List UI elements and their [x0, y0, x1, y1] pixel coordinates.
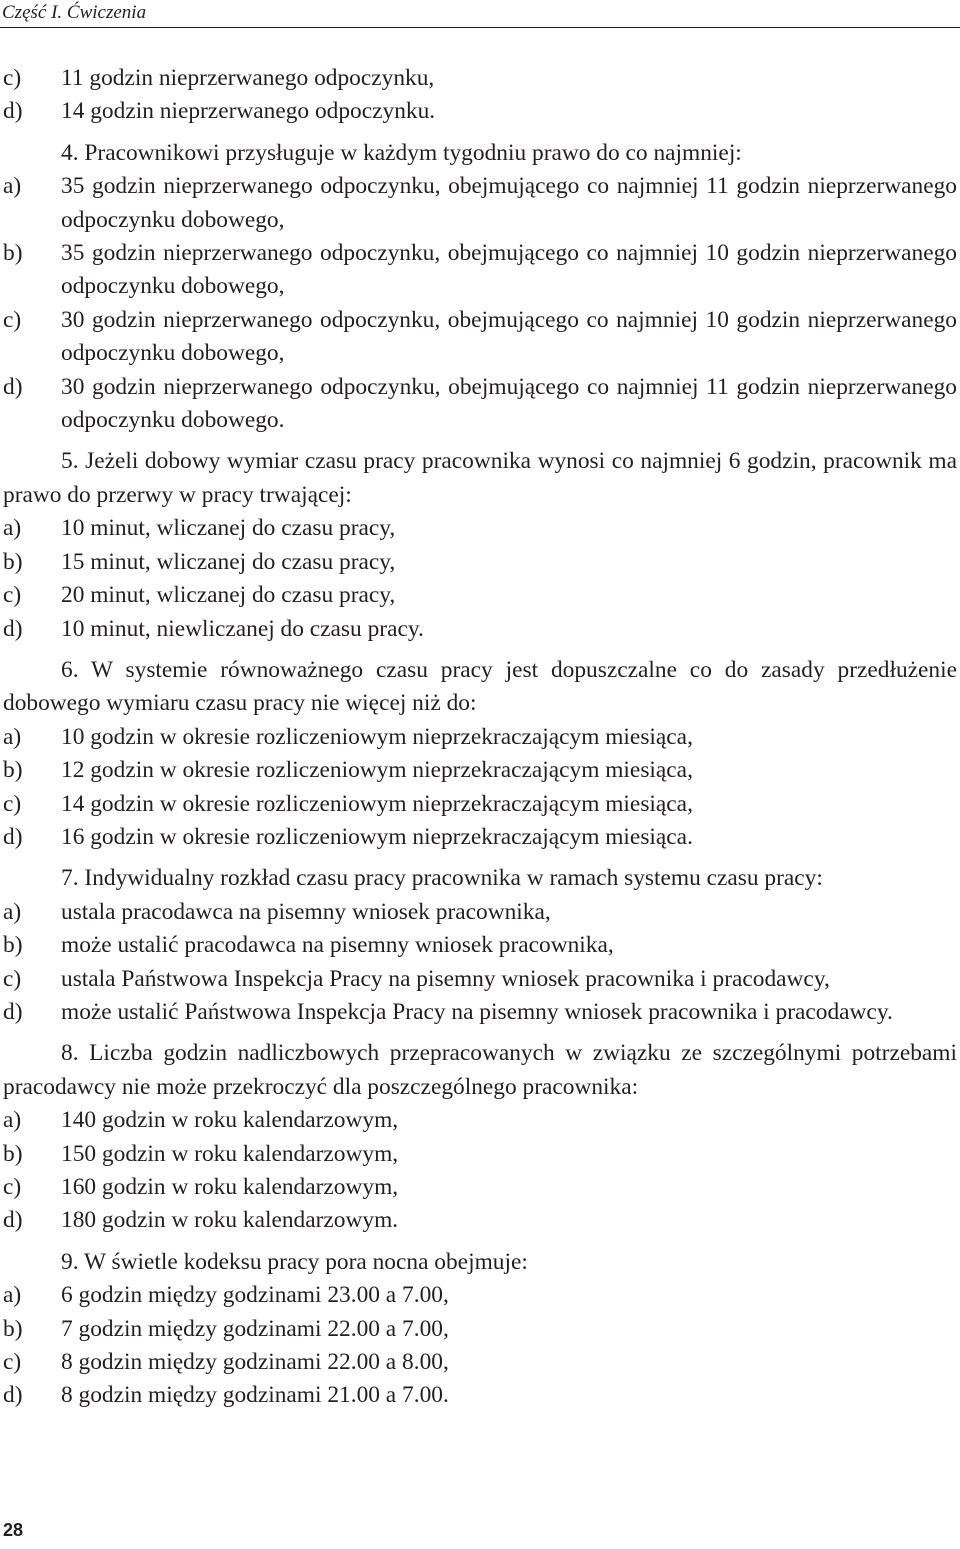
answer-option [3, 1204, 957, 1237]
question-block [3, 654, 957, 854]
option-text: 30 godzin nieprzerwanego odpoczynku, obejmującego co najmniej 11 godzin nieprzerwanego odpoczynku dobowego. [61, 373, 957, 434]
option-text: 160 godzin w roku kalendarzowym, [61, 1174, 399, 1200]
answer-option [3, 929, 957, 962]
answer-option [3, 1104, 957, 1137]
question-prompt [3, 137, 957, 170]
page-content [3, 62, 957, 1413]
option-letter: d) [3, 98, 23, 125]
option-text: 8 godzin między godzinami 22.00 a 8.00, [61, 1349, 449, 1376]
answer-option [3, 613, 957, 646]
option-letter: a) [3, 723, 22, 750]
option-letter: d) [3, 1382, 23, 1409]
option-text: 35 godzin nieprzerwanego odpoczynku, obejmującego co najmniej 10 godzin nieprzerwanego odpoczynku dobowego, [61, 240, 957, 300]
option-letter: c) [3, 65, 22, 91]
questions-list [3, 137, 957, 1413]
option-text: 16 godzin w okresie rozliczeniowym nieprzekraczającym miesiąca. [61, 823, 693, 850]
answer-option [3, 788, 957, 821]
option-text: 10 godzin w okresie rozliczeniowym nieprzekraczającym miesiąca, [61, 723, 693, 750]
answer-option [3, 95, 957, 128]
option-letter: d) [3, 615, 23, 642]
option-letter: c) [3, 965, 22, 992]
question-prompt [3, 1037, 957, 1104]
question-text: Liczba godzin nadliczbowych przepracowanych w związku ze szczególnymi potrzebami pracodawcy nie może przekroczyć dla poszczególnego pracownika: [3, 1040, 957, 1100]
option-text: 30 godzin nieprzerwanego odpoczynku, obejmującego co najmniej 10 godzin nieprzerwanego odpoczynku dobowego, [61, 306, 957, 367]
question-block [3, 862, 957, 1029]
continued-question [3, 62, 957, 129]
answer-option [3, 170, 957, 237]
option-text: może ustalić pracodawca na pisemny wniosek pracownika, [61, 932, 614, 959]
answer-option [3, 1171, 957, 1204]
answer-option [3, 546, 957, 579]
option-letter: c) [3, 790, 22, 817]
option-text: 15 minut, wliczanej do czasu pracy, [61, 548, 396, 575]
option-letter: d) [3, 823, 23, 850]
answer-option [3, 721, 957, 754]
option-letter: a) [3, 1107, 22, 1134]
question-prompt [3, 1246, 957, 1279]
option-text: 7 godzin między godzinami 22.00 a 7.00, [61, 1315, 449, 1342]
option-letter: a) [3, 173, 22, 200]
option-letter: b) [3, 757, 23, 784]
option-text: 10 minut, niewliczanej do czasu pracy. [61, 615, 424, 642]
answer-option [3, 1379, 957, 1412]
option-text: 14 godzin nieprzerwanego odpoczynku. [61, 98, 436, 125]
option-text: 12 godzin w okresie rozliczeniowym nieprzekraczającym miesiąca, [61, 757, 693, 784]
question-text: W systemie równoważnego czasu pracy jest dopuszczalne co do zasady przedłużenie dobowego wymiaru czasu pracy nie więcej niż do: [3, 656, 957, 717]
option-text: 8 godzin między godzinami 21.00 a 7.00. [61, 1382, 449, 1409]
question-prompt [3, 445, 957, 512]
option-text: 35 godzin nieprzerwanego odpoczynku, obejmującego co najmniej 11 godzin nieprzerwanego odpoczynku dobowego, [61, 173, 957, 233]
answer-option [3, 754, 957, 787]
question-number: 6. [61, 656, 79, 683]
question-text: Indywidualny rozkład czasu pracy pracownika w ramach systemu czasu pracy: [84, 865, 823, 892]
option-letter: b) [3, 240, 23, 267]
option-letter: c) [3, 1174, 22, 1200]
question-prompt [3, 862, 957, 895]
answer-option [3, 371, 957, 438]
option-letter: b) [3, 1140, 23, 1167]
answer-option [3, 237, 957, 304]
option-letter: a) [3, 898, 22, 925]
option-text: 14 godzin w okresie rozliczeniowym nieprzekraczającym miesiąca, [61, 790, 693, 817]
answer-option [3, 1346, 957, 1379]
page-number: 28 [3, 1520, 24, 1540]
option-letter: a) [3, 515, 22, 542]
option-text: 180 godzin w roku kalendarzowym. [61, 1207, 399, 1234]
answer-option [3, 996, 957, 1029]
question-number: 9. [61, 1248, 79, 1275]
question-block [3, 1246, 957, 1413]
option-text: 140 godzin w roku kalendarzowym, [61, 1107, 399, 1134]
option-letter: d) [3, 373, 23, 400]
option-letter: b) [3, 1315, 23, 1342]
answer-option [3, 821, 957, 854]
option-text: 11 godzin nieprzerwanego odpoczynku, [61, 65, 435, 91]
option-letter: c) [3, 306, 22, 333]
option-letter: c) [3, 1349, 22, 1376]
question-block [3, 445, 957, 645]
answer-option [3, 512, 957, 545]
option-text: 6 godzin między godzinami 23.00 a 7.00, [61, 1282, 449, 1309]
answer-option [3, 1313, 957, 1346]
answer-option [3, 579, 957, 612]
question-text: W świetle kodeksu pracy pora nocna obejmuje: [83, 1248, 528, 1275]
answer-option [3, 1138, 957, 1171]
question-text: Pracownikowi przysługuje w każdym tygodniu prawo do co najmniej: [84, 139, 742, 166]
option-letter: b) [3, 932, 23, 959]
question-number: 8. [61, 1040, 79, 1067]
answer-option [3, 62, 957, 95]
question-number: 7. [61, 865, 79, 892]
option-text: ustala pracodawca na pisemny wniosek pracownika, [61, 898, 551, 925]
answer-option [3, 1279, 957, 1312]
option-letter: d) [3, 998, 23, 1025]
question-block [3, 137, 957, 438]
answer-option [3, 304, 957, 371]
option-text: może ustalić Państwowa Inspekcja Pracy na pisemny wniosek pracownika i pracodawcy. [61, 998, 893, 1025]
option-letter: d) [3, 1207, 23, 1234]
option-text: ustala Państwowa Inspekcja Pracy na pisemny wniosek pracownika i pracodawcy, [61, 965, 830, 992]
answer-option [3, 963, 957, 996]
option-letter: c) [3, 582, 22, 609]
question-prompt [3, 654, 957, 721]
question-block [3, 1037, 957, 1237]
option-text: 10 minut, wliczanej do czasu pracy, [61, 515, 396, 542]
option-letter: a) [3, 1282, 22, 1309]
header-divider [0, 27, 960, 28]
question-number: 4. [61, 139, 79, 166]
running-header: Część I. Ćwiczenia [2, 2, 147, 23]
question-number: 5. [61, 448, 79, 475]
option-letter: b) [3, 548, 23, 575]
question-text: Jeżeli dobowy wymiar czasu pracy pracownika wynosi co najmniej 6 godzin, pracownik ma prawo do przerwy w pracy trwającej: [3, 448, 957, 508]
option-text: 20 minut, wliczanej do czasu pracy, [61, 582, 396, 609]
option-text: 150 godzin w roku kalendarzowym, [61, 1140, 399, 1167]
answer-option [3, 896, 957, 929]
